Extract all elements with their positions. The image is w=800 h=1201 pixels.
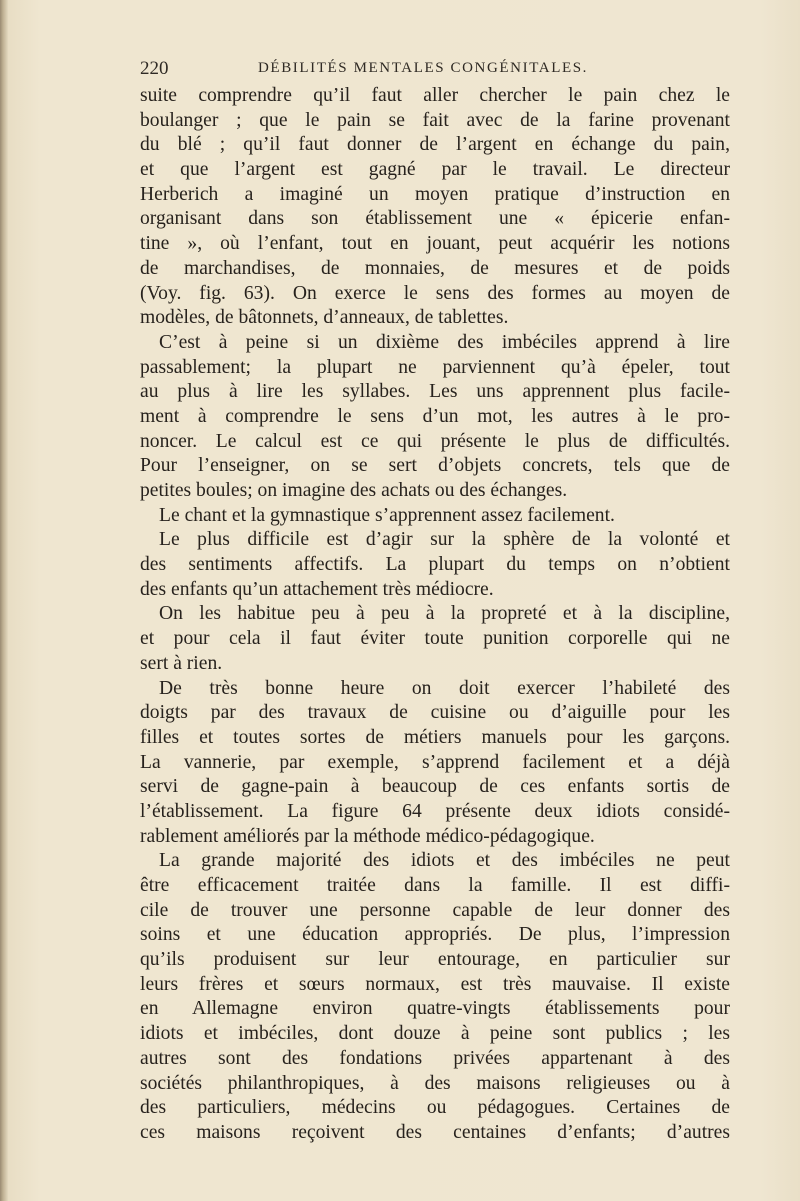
page-header <box>140 58 730 82</box>
text-line: servi de gagne-pain à beaucoup de ces enfants sortis de <box>140 776 730 798</box>
text-line: des particuliers, médecins ou pédagogues. Certaines de <box>140 1097 730 1119</box>
text-line: être efficacement traitée dans la famille. Il est diffi- <box>140 875 730 896</box>
text-line: La grande majorité des idiots et des imbéciles ne peut <box>159 850 730 872</box>
text-line: qu’ils produisent sur leur entourage, en particulier sur <box>140 949 730 971</box>
text-line: rablement améliorés par la méthode médico-pédagogique. <box>140 825 595 847</box>
page-number: 220 <box>140 58 169 79</box>
text-line: autres sont des fondations privées appartenant à des <box>140 1047 730 1069</box>
text-line: doigts par des travaux de cuisine ou d’aiguille pour les <box>140 702 730 724</box>
text-line: petites boules; on imagine des achats ou des échanges. <box>140 480 568 501</box>
text-line: modèles, de bâtonnets, d’anneaux, de tablettes. <box>140 307 509 329</box>
text-line: boulanger ; que le pain se fait avec de la farine provenant <box>140 109 730 131</box>
text-line: de marchandises, de monnaies, de mesures et de poids <box>140 257 730 279</box>
text-line: cile de trouver une personne capable de leur donner des <box>140 899 730 921</box>
text-line: des sentiments affectifs. La plupart du temps on n’obtient <box>140 554 730 576</box>
text-line: et que l’argent est gagné par le travail. Le directeur <box>140 159 730 181</box>
text-line: (Voy. fig. 63). On exerce le sens des formes au moyen de <box>140 282 730 304</box>
text-line: en Allemagne environ quatre-vingts établissements pour <box>140 998 730 1020</box>
text-line: Pour l’enseigner, on se sert d’objets concrets, tels que de <box>140 455 730 477</box>
text-line: du blé ; qu’il faut donner de l’argent en échange du pain, <box>140 134 730 156</box>
text-line: l’établissement. La figure 64 présente deux idiots considé- <box>140 800 730 822</box>
page-binding-edge <box>0 0 8 1201</box>
text-line: noncer. Le calcul est ce qui présente le plus de difficultés. <box>140 430 730 452</box>
running-title: DÉBILITÉS MENTALES CONGÉNITALES. <box>258 60 589 76</box>
text-line: sert à rien. <box>140 652 223 674</box>
text-line: sociétés philanthropiques, à des maisons religieuses ou à <box>140 1072 730 1094</box>
text-line: idiots et imbéciles, dont douze à peine sont publics ; les <box>140 1023 730 1045</box>
body-text <box>140 84 730 1146</box>
text-line: tine », où l’enfant, tout en jouant, peut acquérir les notions <box>140 233 730 255</box>
text-line: ment à comprendre le sens d’un mot, les autres à le pro- <box>140 405 730 427</box>
text-line: suite comprendre qu’il faut aller chercher le pain chez le <box>140 85 730 106</box>
text-line: C’est à peine si un dixième des imbéciles apprend à lire <box>159 331 730 353</box>
text-line: leurs frères et sœurs normaux, est très mauvaise. Il existe <box>140 973 730 995</box>
text-line: Le plus difficile est d’agir sur la sphère de la volonté et <box>159 529 730 551</box>
text-line: Herberich a imaginé un moyen pratique d’instruction en <box>140 183 730 205</box>
text-line: des enfants qu’un attachement très médiocre. <box>140 578 494 600</box>
text-line: filles et toutes sortes de métiers manuels pour les garçons. <box>140 726 730 748</box>
text-line: ces maisons reçoivent des centaines d’enfants; d’autres <box>140 1121 730 1143</box>
text-line: De très bonne heure on doit exercer l’habileté des <box>159 677 730 699</box>
text-line: La vannerie, par exemple, s’apprend facilement et a déjà <box>140 751 730 773</box>
text-line: soins et une éducation appropriés. De plus, l’impression <box>140 924 730 946</box>
text-line: passablement; la plupart ne parviennent qu’à épeler, tout <box>140 356 730 378</box>
text-line: et pour cela il faut éviter toute punition corporelle qui ne <box>140 628 730 650</box>
text-line: Le chant et la gymnastique s’apprennent assez facilement. <box>159 504 615 526</box>
text-line: au plus à lire les syllabes. Les uns apprennent plus facile- <box>140 381 730 403</box>
text-line: organisant dans son établissement une « épicerie enfan- <box>140 208 730 230</box>
text-line: On les habitue peu à peu à la propreté et à la discipline, <box>159 603 730 625</box>
